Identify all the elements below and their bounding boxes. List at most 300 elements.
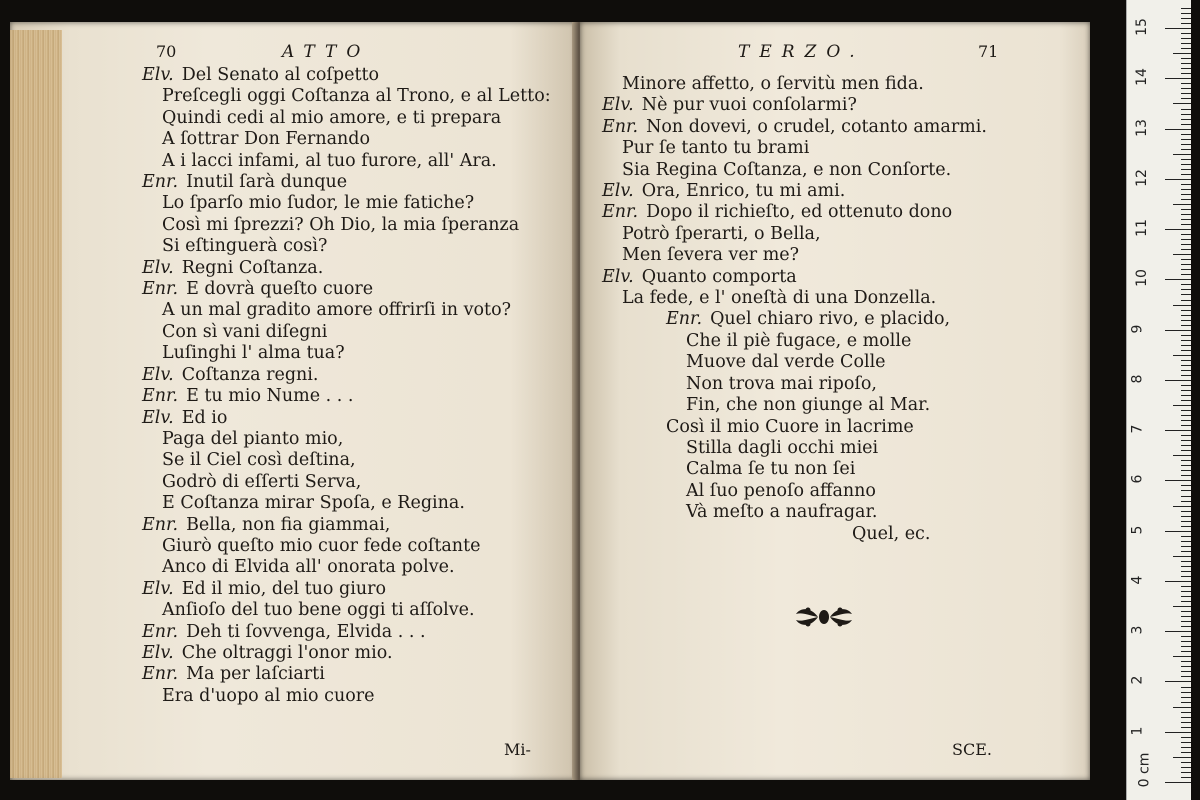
text-line	[142, 579, 551, 600]
ruler-tick	[1181, 139, 1191, 140]
text-line	[602, 459, 987, 480]
ruler-tick	[1181, 772, 1191, 773]
line-text: Quindi cedi al mio amore, e ti prepara	[162, 107, 502, 128]
text-line	[142, 664, 551, 685]
left-running-head: ATTO	[282, 42, 371, 62]
ruler-number: 3	[1129, 625, 1146, 635]
line-text: Quel chiaro rivo, e placido,	[710, 309, 951, 330]
ruler-tick	[1181, 742, 1191, 743]
ruler-tick	[1181, 18, 1191, 19]
text-line	[142, 172, 551, 193]
ruler-tick	[1181, 360, 1191, 361]
ruler-tick	[1181, 661, 1191, 662]
ruler-tick	[1181, 470, 1191, 471]
ruler-tick	[1173, 757, 1191, 758]
text-line	[142, 279, 551, 300]
ruler-tick	[1181, 485, 1191, 486]
line-text: Lo ſparſo mio ſudor, le mie fatiche?	[162, 193, 475, 214]
line-text: Godrò di eſſerti Serva,	[162, 471, 362, 492]
text-line	[142, 365, 551, 386]
ruler-tick	[1165, 480, 1191, 481]
ruler-tick	[1173, 305, 1191, 306]
ruler-tick	[1181, 209, 1191, 210]
text-line	[142, 493, 551, 514]
ruler-tick	[1181, 164, 1191, 165]
text-line	[142, 515, 551, 536]
line-text: Inutil ſarà dunque	[186, 172, 348, 193]
ruler-tick	[1181, 385, 1191, 386]
line-text: Và meſto a naufragar.	[686, 502, 878, 523]
ruler-tick	[1165, 732, 1191, 733]
line-text: Regni Coſtanza.	[181, 257, 324, 278]
speaker-label: Enr.	[142, 172, 179, 193]
ruler-tick	[1181, 777, 1191, 778]
line-text: Al ſuo penoſo affanno	[686, 480, 876, 501]
text-line	[602, 181, 987, 202]
ruler-number: 8	[1129, 374, 1146, 384]
line-text: A ſottrar Don Fernando	[162, 129, 371, 150]
ruler-tick	[1181, 169, 1191, 170]
ruler-tick	[1173, 154, 1191, 155]
text-line	[142, 258, 551, 279]
line-text: Si eſtinguerà così?	[162, 236, 328, 257]
ruler-tick	[1181, 420, 1191, 421]
ruler-tick	[1181, 636, 1191, 637]
ruler-tick	[1181, 38, 1191, 39]
ruler-tick	[1181, 159, 1191, 160]
ruler-tick	[1181, 752, 1191, 753]
line-text: Bella, non fia giammai,	[186, 514, 391, 535]
ruler-tick	[1181, 259, 1191, 260]
ruler-tick	[1181, 440, 1191, 441]
ruler-tick	[1181, 119, 1191, 120]
right-page-number: 71	[978, 42, 999, 61]
text-line	[142, 86, 551, 107]
ruler-number: 1	[1129, 726, 1146, 736]
ruler-tick	[1181, 687, 1191, 688]
line-text: Che il piè fugace, e molle	[686, 330, 912, 351]
ruler-tick	[1181, 350, 1191, 351]
text-line	[602, 524, 987, 545]
ruler-tick	[1181, 83, 1191, 84]
line-text: Pur ſe tanto tu brami	[622, 138, 810, 159]
text-line	[602, 438, 987, 459]
line-text: Fin, che non giunge al Mar.	[686, 395, 931, 416]
ruler-tick	[1165, 380, 1191, 381]
ruler-tick	[1181, 8, 1191, 9]
ruler-tick	[1181, 611, 1191, 612]
ruler-tick	[1181, 234, 1191, 235]
text-line	[602, 224, 987, 245]
page-edges	[10, 30, 62, 778]
speaker-label: Enr.	[142, 386, 179, 407]
ruler-tick	[1165, 631, 1191, 632]
speaker-label: Enr.	[142, 664, 179, 685]
line-text: Minore affetto, o ſervitù men fida.	[622, 74, 924, 94]
ruler-tick	[1173, 405, 1191, 406]
ruler-tick	[1181, 13, 1191, 14]
line-text: Deh ti ſovvenga, Elvida . . .	[186, 621, 426, 642]
ruler-number: 2	[1129, 676, 1146, 685]
line-text: Giurò queſto mio cuor fede coſtante	[162, 535, 481, 556]
ruler-tick	[1181, 566, 1191, 567]
line-text: A i lacci infami, al tuo furore, all' Ara.	[162, 150, 497, 171]
ruler-tick	[1181, 651, 1191, 652]
line-text: Ma per laſciarti	[186, 664, 325, 685]
ruler-tick	[1181, 239, 1191, 240]
ruler-tick	[1181, 501, 1191, 502]
text-line	[142, 472, 551, 493]
ruler-tick	[1181, 109, 1191, 110]
ruler-tick	[1181, 315, 1191, 316]
ruler-tick	[1181, 184, 1191, 185]
ruler-tick	[1173, 606, 1191, 607]
ruler-tick	[1181, 375, 1191, 376]
line-text: Anco di Elvida all' onorata polve.	[162, 557, 455, 578]
ruler-tick	[1181, 214, 1191, 215]
ruler-tick	[1181, 33, 1191, 34]
line-text: Dopo il richieſto, ed ottenuto dono	[646, 202, 953, 223]
ruler-tick	[1165, 531, 1191, 532]
ruler-tick	[1181, 717, 1191, 718]
ruler-tick	[1165, 28, 1191, 29]
ruler-number: 15	[1133, 18, 1150, 37]
left-page	[10, 22, 576, 780]
text-line	[602, 288, 987, 309]
text-line	[602, 417, 987, 438]
text-line	[142, 622, 551, 643]
ruler-tick	[1165, 581, 1191, 582]
line-text: Così il mio Cuore in lacrime	[666, 416, 914, 437]
ruler-tick	[1181, 551, 1191, 552]
text-line	[602, 160, 987, 181]
ruler-number: 13	[1133, 118, 1150, 137]
text-line	[142, 450, 551, 471]
speaker-label: Enr.	[602, 116, 639, 137]
text-line	[602, 331, 987, 352]
ruler-tick	[1181, 571, 1191, 572]
line-text: Paga del pianto mio,	[162, 428, 344, 449]
line-text: Quanto comporta	[641, 266, 797, 287]
ruler-tick	[1181, 460, 1191, 461]
speaker-label: Elv.	[602, 95, 634, 116]
ruler-tick	[1181, 365, 1191, 366]
line-text: La fede, e l' oneſtà di una Donzella.	[622, 288, 937, 309]
ruler-tick	[1181, 465, 1191, 466]
line-text: Nè pur vuoi conſolarmi?	[641, 95, 857, 116]
ruler-tick	[1181, 224, 1191, 225]
speaker-label: Elv.	[602, 266, 634, 287]
ruler-tick	[1181, 300, 1191, 301]
ruler-tick	[1181, 410, 1191, 411]
line-text: Quel, ec.	[852, 523, 931, 544]
ruler-tick	[1181, 541, 1191, 542]
ruler-tick	[1181, 390, 1191, 391]
ruler-tick	[1181, 641, 1191, 642]
ruler-unit-label: 0 cm	[1136, 752, 1153, 788]
text-line	[142, 536, 551, 557]
line-text: Potrò ſperarti, o Bella,	[622, 223, 821, 244]
text-line	[602, 395, 987, 416]
ruler-tick	[1181, 249, 1191, 250]
speaker-label: Elv.	[142, 364, 174, 385]
ruler-tick	[1181, 244, 1191, 245]
ruler-tick	[1181, 762, 1191, 763]
ruler-tick	[1181, 621, 1191, 622]
ruler-tick	[1173, 506, 1191, 507]
ruler-tick	[1181, 697, 1191, 698]
ruler-number: 5	[1129, 525, 1146, 535]
ruler-tick	[1181, 149, 1191, 150]
ruler-tick	[1181, 310, 1191, 311]
ruler-tick	[1181, 511, 1191, 512]
open-book	[10, 22, 1090, 780]
ruler-tick	[1181, 294, 1191, 295]
ruler-tick	[1181, 395, 1191, 396]
left-page-number: 70	[156, 42, 177, 61]
ruler-tick	[1165, 782, 1191, 783]
ruler-tick	[1173, 53, 1191, 54]
ruler-tick	[1181, 335, 1191, 336]
ruler-tick	[1181, 274, 1191, 275]
ruler-tick	[1181, 93, 1191, 94]
line-text: Calma ſe tu non ſei	[686, 459, 856, 480]
text-line	[602, 481, 987, 502]
ruler-tick	[1173, 556, 1191, 557]
ruler-tick	[1165, 430, 1191, 431]
right-page	[580, 22, 1090, 780]
line-text: Non dovevi, o crudel, cotanto amarmi.	[646, 116, 987, 137]
ruler-tick	[1181, 425, 1191, 426]
ruler-tick	[1181, 189, 1191, 190]
ruler-tick	[1181, 88, 1191, 89]
ruler-tick	[1173, 455, 1191, 456]
ruler-number: 10	[1133, 269, 1150, 288]
speaker-label: Elv.	[142, 578, 174, 599]
ruler-tick	[1165, 330, 1191, 331]
ruler-tick	[1181, 68, 1191, 69]
text-line	[602, 95, 987, 116]
left-catchword: Mi-	[504, 740, 531, 759]
line-text: E dovrà queſto cuore	[186, 279, 374, 300]
line-text: E tu mio Nume . . .	[186, 386, 354, 407]
ruler-tick	[1181, 616, 1191, 617]
ruler-tick	[1181, 475, 1191, 476]
text-line	[602, 309, 987, 330]
right-running-head: TERZO.	[738, 42, 865, 62]
line-text: Ed il mio, del tuo giuro	[181, 578, 386, 599]
ruler-tick	[1181, 400, 1191, 401]
ruler-tick	[1181, 284, 1191, 285]
ruler-tick	[1181, 576, 1191, 577]
speaker-label: Elv.	[142, 65, 174, 85]
ruler-tick	[1165, 78, 1191, 79]
text-line	[142, 215, 551, 236]
ruler-tick	[1181, 671, 1191, 672]
speaker-label: Enr.	[602, 202, 639, 223]
ruler-number: 6	[1129, 474, 1146, 484]
right-catchword: SCE.	[952, 740, 992, 759]
ruler-tick	[1181, 48, 1191, 49]
ruler-tick	[1173, 707, 1191, 708]
line-text: Stilla dagli occhi miei	[686, 437, 879, 458]
ruler-number: 12	[1133, 168, 1150, 187]
text-line	[142, 300, 551, 321]
ruler-tick	[1181, 134, 1191, 135]
ruler-tick	[1181, 601, 1191, 602]
ruler-tick	[1181, 536, 1191, 537]
text-line	[602, 117, 987, 138]
ruler-tick	[1181, 712, 1191, 713]
line-text: Anſioſo del tuo bene oggi ti aſſolve.	[162, 600, 475, 621]
ruler-tick	[1181, 124, 1191, 125]
line-text: Preſcegli oggi Coſtanza al Trono, e al Letto:	[162, 86, 551, 107]
text-line	[602, 502, 987, 523]
text-line	[602, 202, 987, 223]
text-line	[142, 129, 551, 150]
ruler-tick	[1181, 63, 1191, 64]
ruler-tick	[1181, 98, 1191, 99]
fleuron-ornament-icon	[792, 602, 856, 632]
ruler-tick	[1181, 73, 1191, 74]
measurement-ruler	[1126, 0, 1191, 800]
ruler-tick	[1165, 681, 1191, 682]
text-line	[142, 557, 551, 578]
text-line	[602, 245, 987, 266]
ruler-tick	[1181, 490, 1191, 491]
line-text: Men ſevera ver me?	[622, 245, 800, 266]
line-text: Che oltraggi l'onor mio.	[181, 642, 393, 663]
text-line	[602, 74, 987, 95]
text-line	[142, 408, 551, 429]
line-text: Così mi ſprezzi? Oh Dio, la mia ſperanza	[162, 214, 520, 235]
ruler-tick	[1165, 229, 1191, 230]
ruler-tick	[1181, 702, 1191, 703]
left-text-lines	[142, 65, 551, 707]
line-text: Muove dal verde Colle	[686, 352, 886, 373]
text-line	[142, 322, 551, 343]
line-text: Luſinghi l' alma tua?	[162, 343, 345, 364]
ruler-number: 7	[1129, 424, 1146, 434]
ruler-tick	[1181, 737, 1191, 738]
text-line	[142, 429, 551, 450]
speaker-label: Enr.	[142, 621, 179, 642]
line-text: Del Senato al coſpetto	[181, 65, 380, 85]
text-line	[602, 267, 987, 288]
ruler-tick	[1181, 219, 1191, 220]
ruler-number: 9	[1129, 324, 1146, 334]
text-line	[142, 600, 551, 621]
speaker-label: Enr.	[142, 514, 179, 535]
ruler-tick	[1181, 546, 1191, 547]
line-text: Sia Regina Coſtanza, e non Conſorte.	[622, 159, 952, 180]
speaker-label: Elv.	[142, 407, 174, 428]
line-text: Con sì vani diſegni	[162, 321, 328, 342]
right-text-lines	[602, 74, 987, 545]
ruler-number: 14	[1133, 68, 1150, 87]
ruler-tick	[1181, 43, 1191, 44]
ruler-tick	[1181, 320, 1191, 321]
ruler-tick	[1181, 345, 1191, 346]
ruler-tick	[1181, 325, 1191, 326]
ruler-tick	[1181, 596, 1191, 597]
text-line	[142, 151, 551, 172]
ruler-tick	[1181, 264, 1191, 265]
line-text: Ed io	[181, 407, 228, 428]
ruler-tick	[1181, 199, 1191, 200]
ruler-tick	[1165, 179, 1191, 180]
ruler-tick	[1181, 435, 1191, 436]
text-line	[142, 686, 551, 707]
ruler-tick	[1181, 646, 1191, 647]
speaker-label: Enr.	[666, 309, 703, 330]
text-line	[142, 65, 551, 86]
text-line	[142, 108, 551, 129]
ruler-tick	[1165, 129, 1191, 130]
ruler-tick	[1181, 676, 1191, 677]
line-text: Ora, Enrico, tu mi ami.	[641, 181, 846, 202]
line-text: E Coſtanza mirar Spoſa, e Regina.	[162, 493, 465, 514]
ruler-tick	[1181, 516, 1191, 517]
speaker-label: Elv.	[602, 181, 634, 202]
ruler-tick	[1181, 586, 1191, 587]
ruler-tick	[1181, 445, 1191, 446]
text-line	[142, 643, 551, 664]
text-line	[142, 386, 551, 407]
ruler-tick	[1173, 355, 1191, 356]
ruler-tick	[1181, 370, 1191, 371]
speaker-label: Elv.	[142, 257, 174, 278]
ruler-tick	[1181, 23, 1191, 24]
line-text: Non trova mai ripoſo,	[686, 373, 877, 394]
ruler-tick	[1181, 526, 1191, 527]
text-line	[602, 138, 987, 159]
ruler-number: 4	[1129, 575, 1146, 585]
ruler-number: 11	[1133, 219, 1150, 238]
line-text: Se il Ciel così deſtina,	[162, 450, 356, 471]
ruler-tick	[1181, 521, 1191, 522]
speaker-label: Enr.	[142, 279, 179, 300]
ruler-tick	[1181, 727, 1191, 728]
ruler-tick	[1181, 450, 1191, 451]
ruler-tick	[1181, 340, 1191, 341]
ruler-tick	[1173, 254, 1191, 255]
ruler-tick	[1181, 496, 1191, 497]
ruler-tick	[1181, 58, 1191, 59]
ruler-tick	[1173, 656, 1191, 657]
ruler-tick	[1181, 666, 1191, 667]
ruler-tick	[1181, 114, 1191, 115]
ruler-tick	[1181, 747, 1191, 748]
line-text: A un mal gradito amore offrirſi in voto?	[162, 300, 512, 321]
speaker-label: Elv.	[142, 642, 174, 663]
ruler-tick	[1181, 174, 1191, 175]
text-line	[142, 343, 551, 364]
ruler-tick	[1181, 722, 1191, 723]
ruler-tick	[1181, 626, 1191, 627]
line-text: Era d'uopo al mio cuore	[162, 685, 375, 706]
ruler-tick	[1173, 204, 1191, 205]
text-line	[602, 374, 987, 395]
text-line	[602, 352, 987, 373]
ruler-tick	[1181, 269, 1191, 270]
ruler-tick	[1181, 692, 1191, 693]
text-line	[142, 193, 551, 214]
ruler-tick	[1181, 289, 1191, 290]
text-line	[142, 236, 551, 257]
ruler-tick	[1181, 767, 1191, 768]
ruler-tick	[1181, 194, 1191, 195]
